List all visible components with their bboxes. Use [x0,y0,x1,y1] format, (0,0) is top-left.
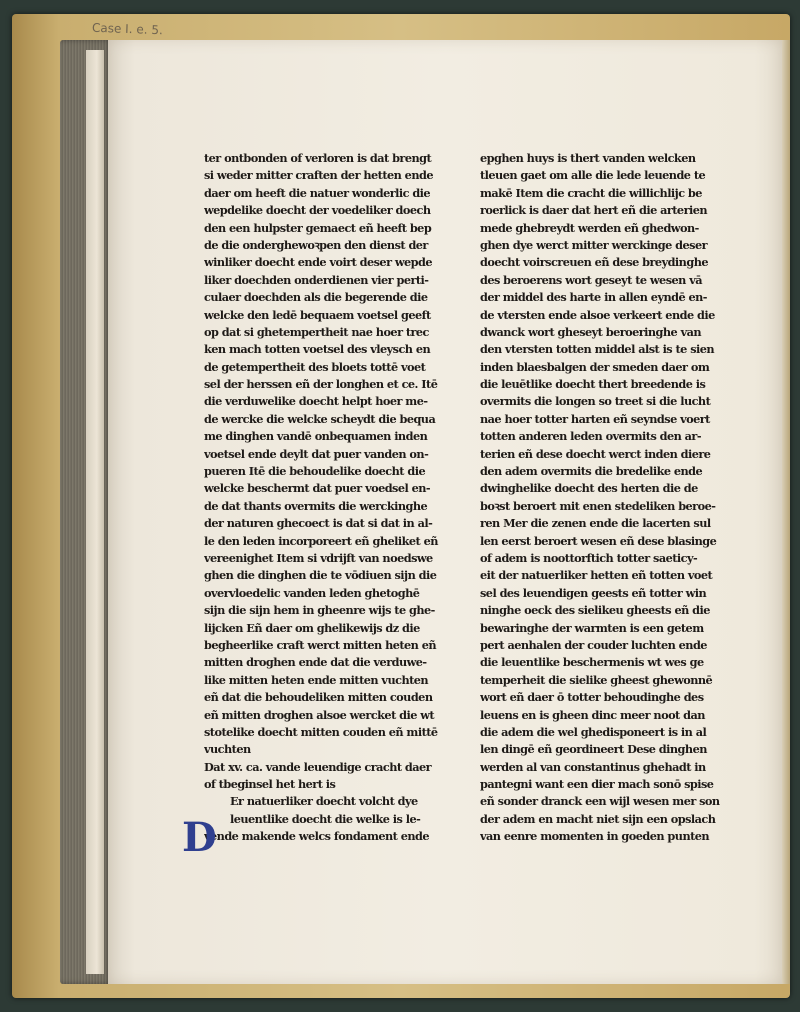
left-column-line: lijcken Eñ daer om ghelikewijs dz die [204,620,420,635]
right-column-line: des beroerens wort geseyt te wesen vā [480,272,702,287]
left-column-line: de dat thants overmits die werckinghe [204,498,428,513]
page-edge-highlight [86,50,104,974]
right-column-line: of adem is noottorftich totter saeticy- [480,550,698,565]
left-column-line: de die onderghewoꝛpen den dienst der [204,237,428,252]
right-column-line: inden blaesbalgen der smeden daer om [480,359,710,374]
right-column-line: die adem die wel ghedisponeert is in al [480,724,707,739]
left-column-line: of tbeginsel het hert is [204,777,336,792]
left-column-line: ken mach totten voetsel des vleysch en [204,342,431,357]
right-column-line: die leuētlike doecht thert breedende is [480,377,706,392]
left-column-line: liker doechden onderdienen vier perti- [204,272,429,287]
right-column-line: totten anderen leden overmits den ar- [480,429,701,444]
right-column-line: temperheit die sielike gheest ghewonnē [480,672,713,687]
right-column-line: den vtersten totten middel alst is te sien [480,342,715,357]
left-column-line: op dat si ghetempertheit nae hoer trec [204,324,429,339]
right-column-line: die leuentlike beschermenis wt wes ge [480,655,704,670]
right-column-line: tleuen gaet om alle die lede leuende te [480,168,706,183]
right-column-line: dwanck wort gheseyt beroeringhe van [480,324,702,339]
left-text-column [204,150,452,846]
left-column-line: overvloedelic vanden leden ghetoghē [204,585,420,600]
right-column-line: pantegni want een dier mach sonō spise [480,777,714,792]
right-column-line: ren Mer die zenen ende die lacerten sul [480,516,711,531]
right-column-line: bewaringhe der warmten is een getem [480,620,704,635]
left-column-line: pueren Itē die behoudelike doecht die [204,464,426,479]
right-column-line: den adem overmits die bredelike ende [480,464,703,479]
left-column-line: vende makende welcs fondament ende [204,829,429,844]
left-column-line: sel der herssen eñ der longhen et ce. Itē [204,377,438,392]
left-column-line: vereenighet Item si vdrijft van noedswe [204,550,433,565]
left-column-line: sijn die sijn hem in gheenre wijs te ghe- [204,603,435,618]
left-column-line: le den leden incorporeert eñ gheliket eñ [204,533,438,548]
right-column-line: werden al van constantinus ghehadt in [480,759,706,774]
right-column-line: leuens en is gheen dinc meer noot dan [480,707,705,722]
left-column-line: leuentlike doecht die welke is le- [230,811,421,826]
right-column-line: makē Item die cracht die willichlijc be [480,185,702,200]
left-column-line: welcke beschermt dat puer voedsel en- [204,481,431,496]
right-column-line: overmits die longen so treet si die lucht [480,394,711,409]
right-column-line: boꝛst beroert mit enen stedeliken beroe- [480,498,716,513]
left-column-line: me dinghen vandē onbequamen inden [204,429,428,444]
right-column-line: van eenre momenten in goeden punten [480,829,710,844]
left-column-line: like mitten heten ende mitten vuchten [204,672,429,687]
left-column-line: winliker doecht ende voirt deser wepde [204,255,433,270]
fore-edge [782,40,790,984]
left-column-line: wepdelike doecht der voedeliker doech [204,203,431,218]
right-column-line: terien eñ dese doecht werct inden diere [480,446,711,461]
decorated-initial: D [182,814,217,861]
left-column-line: culaer doechden als die begerende die [204,290,428,305]
right-column-line: wort eñ daer ō totter behoudinghe des [480,690,704,705]
right-column-line: roerlick is daer dat hert eñ die arterien [480,203,708,218]
left-column-line: daer om heeft die natuer wonderlic die [204,185,431,200]
right-column-line: len eerst beroert wesen eñ dese blasinge [480,533,717,548]
right-column-line: eit der natuerliker hetten eñ totten voet [480,568,713,583]
right-text-column [480,150,728,846]
left-column-line: stotelike doecht mitten couden eñ mittē [204,724,438,739]
right-column-line: ghen dye werct mitter werckinge deser [480,237,708,252]
left-column-line: Er natuerliker doecht volcht dye [230,794,418,809]
shelfmark-label: Case I. e. 5. [91,20,164,38]
left-column-line: Dat xv. ca. vande leuendige cracht daer [204,759,432,774]
right-column-line: sel des leuendigen geests eñ totter win [480,585,707,600]
left-column-line: vuchten [204,742,251,757]
right-column-line: dwinghelike doecht des herten die de [480,481,698,496]
right-column-line: mede ghebreydt werden eñ ghedwon- [480,220,699,235]
left-column-line: eñ mitten droghen alsoe wercket die wt [204,707,435,722]
right-column-line: eñ sonder dranck een wijl wesen mer son [480,794,720,809]
right-column-line: ninghe oeck des sielikeu gheests eñ die [480,603,710,618]
right-column-line: epghen huys is thert vanden welcken [480,151,696,165]
left-column-line: die verduwelike doecht helpt hoer me- [204,394,428,409]
left-column-line: de getempertheit des bloets tottē voet [204,359,426,374]
left-column-line: de wercke die welcke scheydt die bequa [204,411,436,426]
left-column-line: ghen die dinghen die te vōdiuen sijn die [204,568,437,583]
left-column-line: mitten droghen ende dat die verduwe- [204,655,427,670]
right-column-line: der middel des harte in allen eyndē en- [480,290,707,305]
right-column-line: doecht voirscreuen eñ dese breydinghe [480,255,708,270]
left-column-line: voetsel ende deylt dat puer vanden on- [204,446,429,461]
left-column-line: si weder mitter craften der hetten ende [204,168,433,183]
right-column-line: de vtersten ende alsoe verkeert ende die [480,307,715,322]
left-column-line: welcke den ledē bequaem voetsel geeft [204,307,431,322]
right-column-line: der adem en macht niet sijn een opslach [480,811,716,826]
right-column-line: nae hoer totter harten eñ seyndse voert [480,411,710,426]
left-column-line: der naturen ghecoect is dat si dat in al- [204,516,433,531]
left-column-line: den een hulpster gemaect eñ heeft bep [204,220,432,235]
left-column-line: ter ontbonden of verloren is dat brengt [204,151,432,165]
left-column-line: eñ dat die behoudeliken mitten couden [204,690,433,705]
right-column-line: pert aenhalen der couder luchten ende [480,637,707,652]
left-column-line: begheerlike craft werct mitten heten eñ [204,637,437,652]
right-column-line: len dingē eñ geordineert Dese dinghen [480,742,707,757]
